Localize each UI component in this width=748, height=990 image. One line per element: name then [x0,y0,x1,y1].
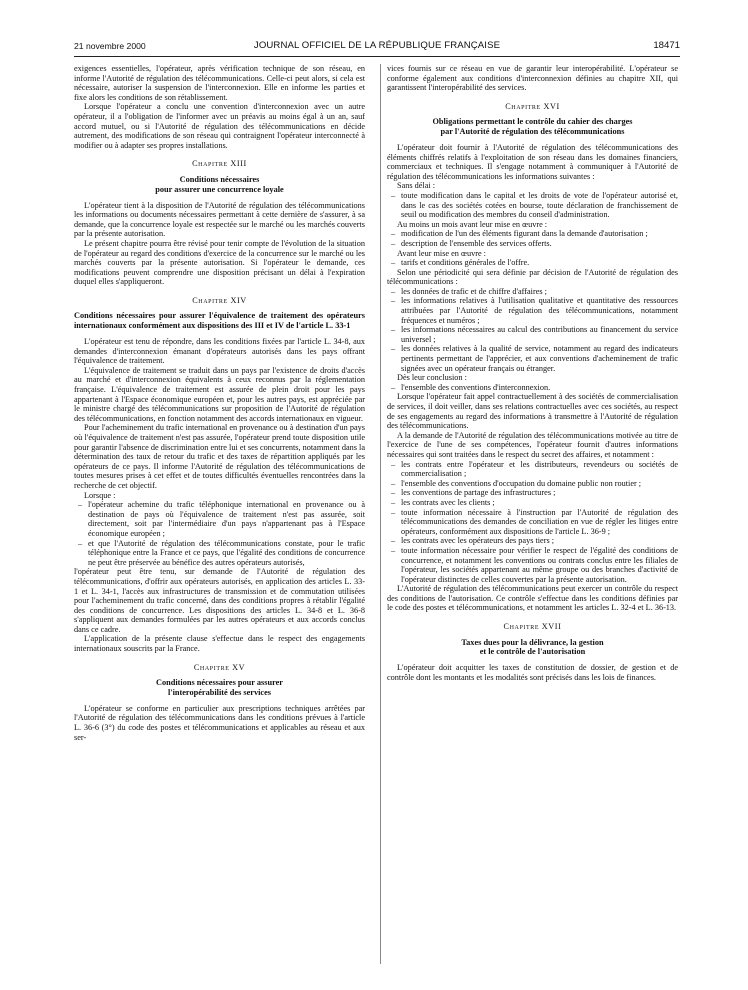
left-column [74,64,365,979]
list-intro: Dès leur conclusion : [397,373,467,383]
list-item: – l'ensemble des conventions d'interconnexion. [387,383,678,393]
paragraph: L'opérateur doit fournir à l'Autorité de régulation des télécommunications des éléments chiffrés relatifs à l'exploitation de son réseau dans les domaines financiers, commerciaux et techniques. Il s'engage notamment à communiquer à l'Autorité de régulation des télécommunications les informations suivantes : [387,142,678,181]
list-item: – toute modification dans le capital et les droits de vote de l'opérateur autorisé et, dans le cas des sociétés cotées en bourse, toute déclaration de franchissement de seuil ou modification des membres du conseil d'administration. [387,191,678,220]
paragraph: vices fournis sur ce réseau en vue de garantir leur interopérabilité. L'opérateur se conforme également aux conditions d'interconnexion définies au chapitre XII, qui garantissent l'interopérabilité des services. [387,64,678,93]
dash-list [387,287,678,373]
paragraph: L'opérateur doit acquitter les taxes de constitution de dossier, de gestion et de contrôle dont les montants et les modalités sont précisés dans les lois de finances. [387,663,678,682]
chapter-label: Chapitre XVI [505,101,560,111]
list-intro: Lorsque : [84,490,116,500]
chapter-title-line: Obligations permettant le contrôle du cahier des charges [432,117,633,127]
list-item: – les contrats avec les clients ; [387,498,678,508]
paragraph: exigences essentielles, l'opérateur, après vérification technique de son réseau, en informe l'Autorité de régulation des télécommunications. Celle-ci peut alors, si cela est nécessaire, autoriser la suspension de l'interconnexion. Elle en informe les parties et fixe alors les conditions de son rétablissement. [74,64,365,102]
list-item: – les données relatives à la qualité de service, notamment au regard des indicateurs pertinents permettant de l'apprécier, et aux conventions d'acheminement de trafic signées avec un opérateur français ou étranger. [387,344,678,373]
paragraph: Pour l'acheminement du trafic international en provenance ou à destination d'un pays où l'équivalence de traitement n'est pas assurée, l'opérateur prend toute disposition utile pour garantir l'absence de discrimination entre lui et ses concurrents, notamment dans la détermination des taux de retour du trafic et des taxes de répartition appliqués par les opérateurs de ce pays. Il informe l'Autorité de régulation des télécommunications de toutes mesures prises à cet effet et de toutes difficultés éventuelles rencontrées dans la recherche de cet objectif. [74,423,365,490]
right-column [387,64,678,979]
header-date: 21 novembre 2000 [74,41,146,51]
chapter-title-line: et le contrôle de l'autorisation [479,647,586,657]
paragraph: L'Autorité de régulation des télécommunications peut exercer un contrôle du respect des conditions de l'autorisation. Ce contrôle s'effectue dans les conditions définies par le code des postes et télécommunications, et notamment les articles L. 32-4 et L. 36-13. [387,584,678,613]
chapter-title [74,175,365,195]
header-journal-title: JOURNAL OFFICIEL DE LA RÉPUBLIQUE FRANÇAISE [253,40,501,51]
column-divider [380,64,381,964]
list-item: – modification de l'un des éléments figurant dans la demande d'autorisation ; [387,229,678,239]
list-item: – toute information nécessaire pour vérifier le respect de l'égalité des conditions de concurrence, et notamment les conventions ou contrats conclus entre les filiales de l'opérateur, les sociétés appartenant au même groupe ou des branches d'activité de l'opérateur distinctes de celles couvertes par la présente autorisation. [387,546,678,584]
list-item: – toute information nécessaire à l'instruction par l'Autorité de régulation des télécommunications des demandes de conciliation en vue de régler les litiges entre opérateurs, conformément aux dispositions de l'article L. 36-9 ; [387,508,678,537]
paragraph: Lorsque l'opérateur a conclu une convention d'interconnexion avec un autre opérateur, il a l'obligation de l'informer avec un préavis au moins égal à un an, sauf accord mutuel, ou si l'Autorité de régulation des télécommunications en décide autrement, des modifications de son réseau qui contraignent l'opérateur interconnecté à modifier ou à adapter ses propres installations. [74,102,365,150]
list-item: – tarifs et conditions générales de l'offre. [387,258,678,268]
chapter-title [74,678,365,698]
paragraph: L'opérateur se conforme en particulier aux prescriptions techniques arrêtées par l'Autorité de régulation des télécommunications dans les conditions prévues à l'article L. 36-6 (3°) du code des postes et télécommunications et applicables au réseau et aux ser- [74,703,365,742]
paragraph: l'opérateur peut être tenu, sur demande de l'Autorité de régulation des télécommunications, d'offrir aux opérateurs autorisés, en application des articles L. 33-1 et L. 34-1, l'accès aux infrastructures de transmission et de commutation utilisées pour l'acheminement du trafic concerné, dans des conditions propres à rétablir l'égalité des conditions de concurrence. Les dispositions des articles L. 34-8 et L. 36-8 s'appliquent aux demandes formulées par les autres opérateurs et aux accords conclus dans ce cadre. [74,567,365,634]
paragraph: Le présent chapitre pourra être révisé pour tenir compte de l'évolution de la situation de l'opérateur au regard des conditions d'exercice de la concurrence sur le marché ou les marchés couverts par la présente autorisation. Si l'opérateur le demande, ces modifications peuvent comprendre une disposition précisant un délai à l'expiration duquel elles s'appliqueront. [74,238,365,287]
chapter-label: Chapitre XIII [192,159,247,169]
list-item: – et que l'Autorité de régulation des télécommunications constate, pour le trafic téléphonique entre la France et ce pays, que l'égalité des conditions de concurrence ne peut être préservée au bénéfice des autres opérateurs autorisés, [74,539,365,568]
chapter-title-line: l'interopérabilité des services [167,688,272,698]
paragraph: Lorsque l'opérateur fait appel contractuellement à des sociétés de commercialisation de services, il doit veiller, dans ses relations contractuelles avec ces sociétés, au respect de ses engagements au regard des informations à transmettre à l'Autorité de régulation des télécommunications. [387,392,678,431]
list-item: – les contrats entre l'opérateur et les distributeurs, revendeurs ou sociétés de commercialisation ; [387,460,678,479]
list-item: – description de l'ensemble des services offerts. [387,239,678,249]
list-item: – l'ensemble des conventions d'occupation du domaine public non routier ; [387,479,678,489]
chapter-title-line: pour assurer une concurrence loyale [155,184,284,194]
chapter-title-line: Conditions nécessaires [179,174,260,184]
dash-list [387,383,678,393]
list-item: – les conventions de partage des infrastructures ; [387,488,678,498]
list-intro: Selon une périodicité qui sera définie par décision de l'Autorité de régulation des télécommunications : [387,267,678,287]
list-item: – les informations nécessaires au calcul des contributions au financement du service universel ; [387,325,678,344]
chapter-title-line: par l'Autorité de régulation des télécommunications [440,127,625,137]
header-rule [74,56,680,57]
chapter-label: Chapitre XV [193,662,246,672]
dash-list [387,460,678,585]
list-intro: Sans délai : [397,181,436,191]
running-header [74,40,680,54]
chapter-label: Chapitre XIV [192,295,247,305]
dash-list [74,500,365,567]
chapter-title [387,117,678,137]
paragraph: L'application de la présente clause s'effectue dans le respect des engagements internationaux souscrits par la France. [74,634,365,654]
chapter-title [387,638,678,658]
dash-list [387,229,678,248]
paragraph: L'opérateur est tenu de répondre, dans les conditions fixées par l'article L. 34-8, aux demandes d'interconnexion émanant d'opérateurs autorisés dans les pays offrant l'équivalence de traitement. [74,337,365,366]
list-intro: Avant leur mise en œuvre : [397,248,486,258]
list-intro: Au moins un mois avant leur mise en œuvre : [397,219,548,229]
chapter-label: Chapitre XVII [503,622,562,632]
header-page-number: 18471 [653,40,680,51]
list-item: – l'opérateur achemine du trafic téléphonique international en provenance ou à destination de pays où l'équivalence de traitement n'est pas assurée, soit directement, soit par l'intermédiaire d'un pays n'appartenant pas à l'Espace économique européen ; [74,500,365,538]
chapter-title-line: Taxes dues pour la délivrance, la gestion [461,637,604,647]
list-item: – les données de trafic et de chiffre d'affaires ; [387,287,678,297]
chapter-title-line: Conditions nécessaires pour assurer [155,678,283,688]
chapter-title: Conditions nécessaires pour assurer l'équivalence de traitement des opérateurs internationaux conformément aux dispositions des III et IV de l'article L. 33-1 [74,311,365,331]
dash-list [387,258,678,268]
dash-list [387,191,678,220]
paragraph: L'opérateur tient à la disposition de l'Autorité de régulation des télécommunications les informations ou documents nécessaires permettant à cette dernière de s'assurer, à sa demande, que la concurrence loyale est respectée sur le marché ou les marchés couverts par la présente autorisation. [74,200,365,239]
paragraph: L'équivalence de traitement se traduit dans un pays par l'existence de droits d'accès au marché et d'interconnexion équivalents à ceux reconnus par la réglementation française. L'équivalence de traitement est assurée de plein droit pour les pays appartenant à l'Espace économique européen et, pour les autres pays, est appréciée par le ministre chargé des télécommunications sur proposition de l'Autorité de régulation des télécommunications, en fonction notamment des accords internationaux en vigueur. [74,365,365,423]
list-item: – les informations relatives à l'utilisation qualitative et quantitative des ressources attribuées par l'Autorité de régulation des télécommunications, notamment fréquences et numéros ; [387,296,678,325]
paragraph: A la demande de l'Autorité de régulation des télécommunications motivée au titre de l'exercice de l'une de ses compétences, l'opérateur fournit d'autres informations nécessaires qui sont traitées dans le respect du secret des affaires, et notamment : [387,430,678,459]
list-item: – les contrats avec les opérateurs des pays tiers ; [387,536,678,546]
